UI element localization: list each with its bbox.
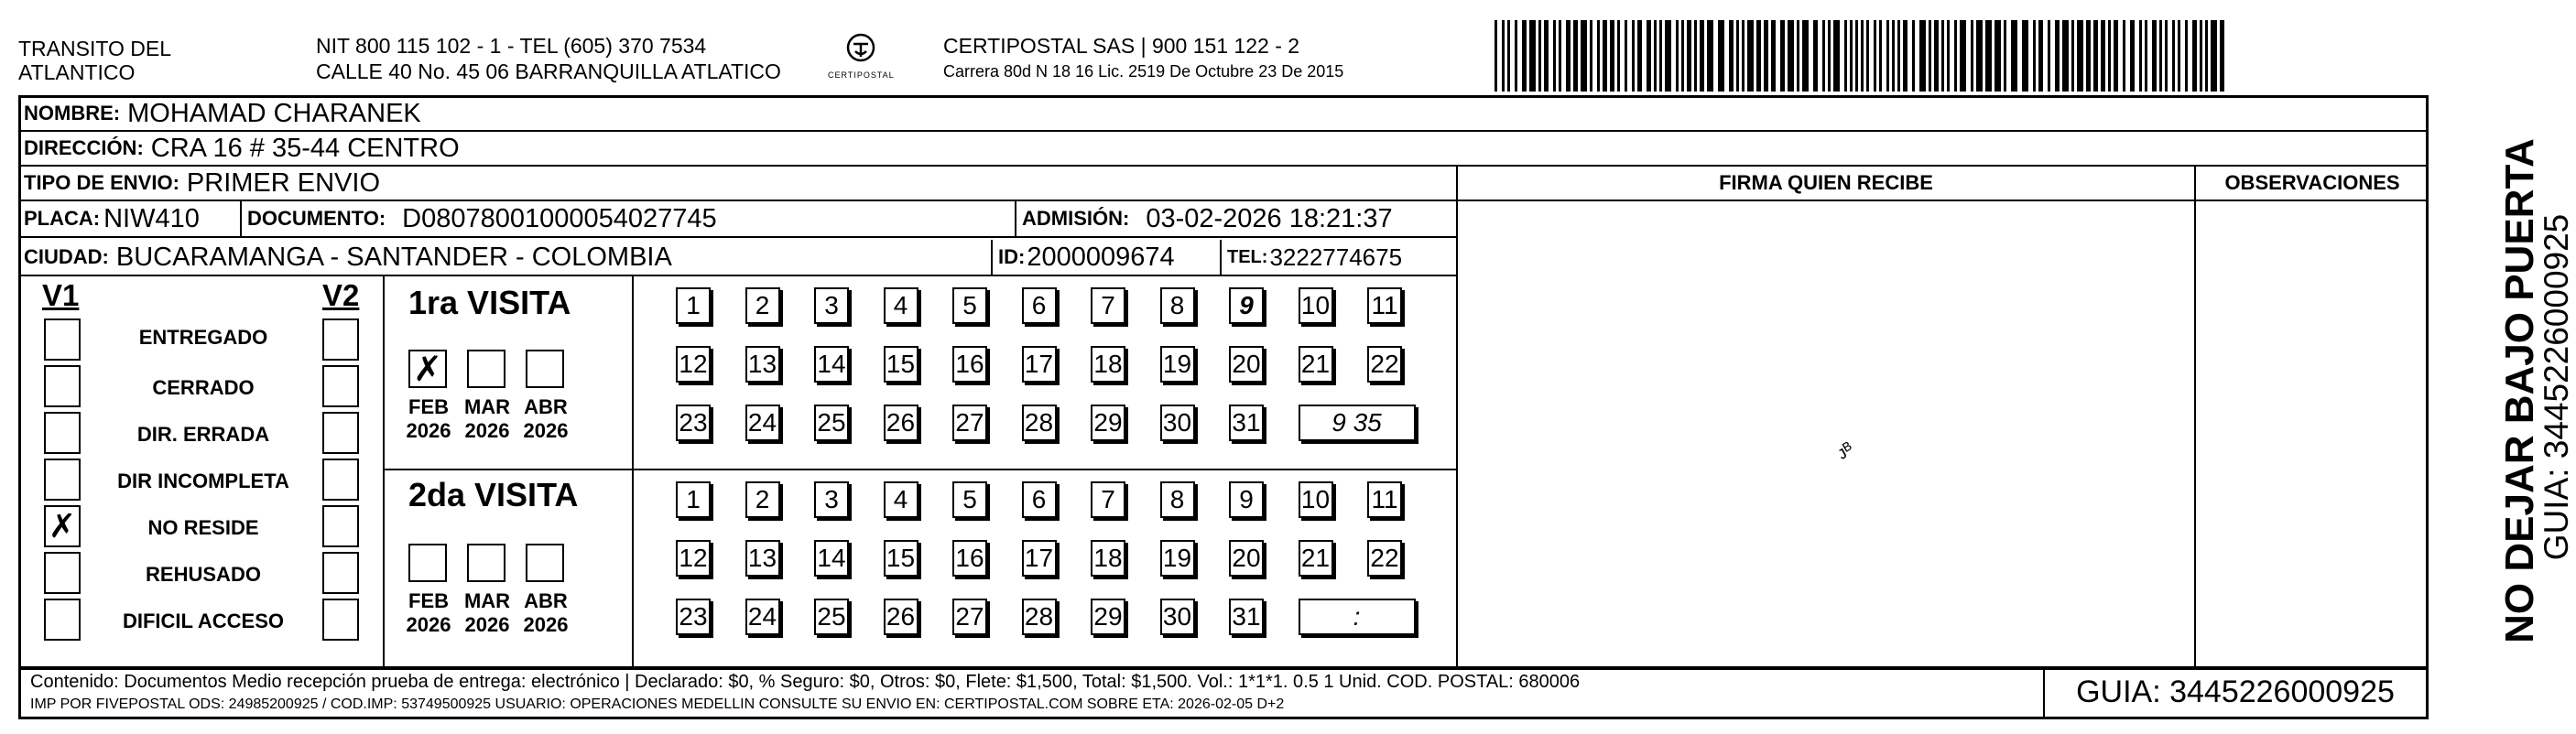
visit2-day-box[interactable]: 15 xyxy=(884,540,918,577)
month-name: ABR xyxy=(524,395,568,418)
visit1-month-label xyxy=(401,395,456,443)
status-label: DIR. ERRADA xyxy=(136,423,270,446)
visit2-month-label xyxy=(460,589,515,637)
id-label: ID: xyxy=(998,245,1026,268)
visit2-month-checkbox[interactable] xyxy=(526,544,564,582)
signature-header: FIRMA QUIEN RECIBE xyxy=(1458,167,2194,201)
status-label: CERRADO xyxy=(152,376,255,399)
id-cell xyxy=(993,240,1222,275)
visit1-day-box[interactable]: 15 xyxy=(884,346,918,383)
status-v2-checkbox[interactable] xyxy=(322,505,359,547)
id-value: 2000009674 xyxy=(1027,242,1175,272)
company-name-line1: TRANSITO DEL xyxy=(18,37,171,60)
visit1-day-box[interactable]: 9 xyxy=(1229,287,1264,324)
tel-value: 3222774675 xyxy=(1269,243,1403,271)
name-row xyxy=(18,97,2429,132)
visit2-day-box[interactable]: 3 xyxy=(814,481,849,518)
month-year: 2026 xyxy=(464,419,510,442)
visit2-day-box[interactable]: 14 xyxy=(814,540,849,577)
plate-row-divider xyxy=(18,236,1456,238)
visit1-day-box[interactable]: 18 xyxy=(1091,346,1125,383)
visit2-day-box[interactable]: 13 xyxy=(745,540,780,577)
visit1-day-box[interactable]: 12 xyxy=(676,346,711,383)
visit1-day-box[interactable]: 27 xyxy=(952,405,987,441)
footer-line2: IMP POR FIVEPOSTAL ODS: 24985200925 / COD.IMP: 53749500925 USUARIO: OPERACIONES MEDELLIN CONSULTE SU ENVIO EN: CERTIPOSTAL.COM SOBRE ETA: 2026-02-05 D+2 xyxy=(30,696,1285,712)
visit1-month-label xyxy=(518,395,573,443)
tel-cell xyxy=(1222,240,1456,275)
visit2-day-box[interactable]: 11 xyxy=(1367,481,1402,518)
visit1-day-box[interactable]: 8 xyxy=(1160,287,1195,324)
visit2-month-label xyxy=(401,589,456,637)
visit1-time-box[interactable]: 9 35 xyxy=(1299,405,1416,441)
visit1-day-box[interactable]: 24 xyxy=(745,405,780,441)
visit2-day-box[interactable]: 24 xyxy=(745,599,780,635)
signature-column xyxy=(1456,167,2196,668)
city-cell xyxy=(18,240,993,275)
visit2-day-box[interactable]: 20 xyxy=(1229,540,1264,577)
visit2-day-box[interactable]: 1 xyxy=(676,481,711,518)
barcode xyxy=(1495,20,2227,92)
month-year: 2026 xyxy=(464,613,510,636)
visit1-day-box[interactable]: 28 xyxy=(1022,405,1057,441)
visit2-title: 2da VISITA xyxy=(408,476,579,513)
visit1-day-box[interactable]: 5 xyxy=(952,287,987,324)
address-row xyxy=(18,132,2429,167)
nit-line1: NIT 800 115 102 - 1 - TEL (605) 370 7534 xyxy=(316,34,707,58)
footer-guia-cell xyxy=(2043,668,2426,717)
footer xyxy=(18,666,2429,719)
visit2-day-box[interactable]: 4 xyxy=(884,481,918,518)
send-type-row xyxy=(18,167,1456,201)
visit2-section xyxy=(385,470,1456,666)
visit2-day-box[interactable]: 19 xyxy=(1160,540,1195,577)
status-v1-checkbox[interactable]: ✗ xyxy=(44,505,81,547)
status-section xyxy=(18,276,385,666)
status-v1-checkbox[interactable] xyxy=(44,412,81,454)
plate-cell xyxy=(18,201,242,236)
visit2-day-box[interactable]: 23 xyxy=(676,599,711,635)
visit-divider xyxy=(632,276,634,470)
month-year: 2026 xyxy=(406,613,451,636)
observations-column xyxy=(2196,167,2429,668)
visit2-day-box[interactable]: 31 xyxy=(1229,599,1264,635)
visit1-day-box[interactable]: 19 xyxy=(1160,346,1195,383)
plate-row xyxy=(18,201,1456,236)
visit2-month-checkbox[interactable] xyxy=(467,544,505,582)
month-name: MAR xyxy=(463,395,511,418)
visit2-day-box[interactable]: 6 xyxy=(1022,481,1057,518)
courier-logo-text: CERTIPOSTAL xyxy=(828,70,895,80)
visit1-month-checkbox[interactable] xyxy=(467,350,505,388)
city-row xyxy=(18,240,1456,276)
status-label: DIR INCOMPLETA xyxy=(117,470,289,492)
courier-info xyxy=(943,33,1343,84)
name-label: NOMBRE: xyxy=(24,102,121,124)
status-v1-checkbox[interactable] xyxy=(44,365,81,407)
status-v1-checkbox[interactable] xyxy=(44,552,81,594)
status-v2-checkbox[interactable] xyxy=(322,318,359,361)
month-name: ABR xyxy=(524,589,568,612)
send-type-value: PRIMER ENVIO xyxy=(186,167,381,198)
visit1-day-box[interactable]: 25 xyxy=(814,405,849,441)
status-v2-checkbox[interactable] xyxy=(322,412,359,454)
signature-scribble: ᴊᴮ xyxy=(1833,438,1857,464)
visit1-day-box[interactable]: 11 xyxy=(1367,287,1402,324)
visit1-day-box[interactable]: 13 xyxy=(745,346,780,383)
document-cell xyxy=(242,201,1016,236)
city-label: CIUDAD: xyxy=(24,245,109,268)
address-value: CRA 16 # 35-44 CENTRO xyxy=(150,133,460,163)
company-name xyxy=(18,37,171,84)
visit1-day-box[interactable]: 31 xyxy=(1229,405,1264,441)
footer-guia: GUIA: 3445226000925 xyxy=(2076,675,2395,709)
visit1-day-box[interactable]: 4 xyxy=(884,287,918,324)
month-name: FEB xyxy=(408,589,449,612)
courier-line2: Carrera 80d N 18 16 Lic. 2519 De Octubre 23 De 2015 xyxy=(943,62,1344,81)
visit1-day-box[interactable]: 30 xyxy=(1160,405,1195,441)
admission-cell xyxy=(1016,201,1456,236)
visit2-day-box[interactable]: 18 xyxy=(1091,540,1125,577)
visit1-month-label xyxy=(460,395,515,443)
visit2-day-box[interactable]: 22 xyxy=(1367,540,1402,577)
visit1-title: 1ra VISITA xyxy=(408,284,571,321)
visit2-day-box[interactable]: 30 xyxy=(1160,599,1195,635)
plate-label: PLACA: xyxy=(24,207,101,230)
city-value: BUCARAMANGA - SANTANDER - COLOMBIA xyxy=(115,242,672,272)
status-v2-checkbox[interactable] xyxy=(322,459,359,501)
name-value: MOHAMAD CHARANEK xyxy=(127,98,421,128)
visit2-day-box[interactable]: 16 xyxy=(952,540,987,577)
document-value: D08078001000054027745 xyxy=(402,203,717,233)
visit2-day-box[interactable]: 2 xyxy=(745,481,780,518)
visit2-time-box[interactable]: : xyxy=(1299,599,1416,635)
visit1-day-box[interactable]: 29 xyxy=(1091,405,1125,441)
visit1-day-box[interactable]: 23 xyxy=(676,405,711,441)
visit1-day-box[interactable]: 16 xyxy=(952,346,987,383)
month-name: MAR xyxy=(463,589,511,612)
status-v1-checkbox[interactable] xyxy=(44,599,81,641)
address-label: DIRECCIÓN: xyxy=(24,136,144,159)
send-type-label: TIPO DE ENVIO: xyxy=(24,171,179,194)
courier-logo-icon xyxy=(828,31,894,68)
visit2-month-checkbox[interactable] xyxy=(408,544,447,582)
visit1-day-box[interactable]: 26 xyxy=(884,405,918,441)
visit2-day-box[interactable]: 5 xyxy=(952,481,987,518)
status-v2-checkbox[interactable] xyxy=(322,365,359,407)
company-name-line2: ATLANTICO xyxy=(18,60,136,84)
visit1-day-box[interactable]: 14 xyxy=(814,346,849,383)
nit-info xyxy=(316,33,781,84)
admission-label: ADMISIÓN: xyxy=(1022,207,1130,230)
footer-line1: Contenido: Documentos Medio recepción prueba de entrega: electrónico | Declarado: $0, % Seguro: $0, Otros: $0, Flete: $1,500, Total: $1,500. Vol.: 1*1*1. 0.5 1 Unid. COD. POSTAL: 680006 xyxy=(30,672,1581,692)
status-v2-checkbox[interactable] xyxy=(322,552,359,594)
visit1-day-box[interactable]: 3 xyxy=(814,287,849,324)
visit1-day-box[interactable]: 6 xyxy=(1022,287,1057,324)
side-guia: GUIA: 3445226000925 xyxy=(2538,213,2575,561)
month-year: 2026 xyxy=(406,419,451,442)
status-v1-checkbox[interactable] xyxy=(44,318,81,361)
status-label: ENTREGADO xyxy=(138,326,268,349)
courier-logo xyxy=(828,31,894,82)
visit2-day-box[interactable]: 26 xyxy=(884,599,918,635)
visit2-day-box[interactable]: 25 xyxy=(814,599,849,635)
visit1-day-box[interactable]: 7 xyxy=(1091,287,1125,324)
visit1-day-box[interactable]: 1 xyxy=(676,287,711,324)
visit2-month-label xyxy=(518,589,573,637)
visit2-day-box[interactable]: 28 xyxy=(1022,599,1057,635)
v2-label: V2 xyxy=(322,278,360,312)
nit-line2: CALLE 40 No. 45 06 BARRANQUILLA ATLATICO xyxy=(316,59,781,83)
courier-line1: CERTIPOSTAL SAS | 900 151 122 - 2 xyxy=(943,34,1300,58)
side-warning: NO DEJAR BAJO PUERTA xyxy=(2497,138,2542,643)
status-label: DIFICIL ACCESO xyxy=(122,610,284,632)
admission-value: 03-02-2026 18:21:37 xyxy=(1146,203,1393,233)
status-label: NO RESIDE xyxy=(147,516,259,539)
visit2-day-box[interactable]: 10 xyxy=(1299,481,1333,518)
visit2-day-box[interactable]: 9 xyxy=(1229,481,1264,518)
visit1-day-box[interactable]: 20 xyxy=(1229,346,1264,383)
month-name: FEB xyxy=(408,395,449,418)
status-label: REHUSADO xyxy=(146,563,261,586)
document-label: DOCUMENTO: xyxy=(247,207,386,230)
visit2-day-box[interactable]: 21 xyxy=(1299,540,1333,577)
visit-divider xyxy=(632,470,634,666)
visit1-section xyxy=(385,276,1456,470)
visit1-day-box[interactable]: 10 xyxy=(1299,287,1333,324)
month-year: 2026 xyxy=(523,419,569,442)
month-year: 2026 xyxy=(523,613,569,636)
status-v1-checkbox[interactable] xyxy=(44,459,81,501)
v1-label: V1 xyxy=(42,278,80,312)
visit1-month-checkbox[interactable]: ✗ xyxy=(408,350,447,388)
visit1-day-box[interactable]: 2 xyxy=(745,287,780,324)
status-v2-checkbox[interactable] xyxy=(322,599,359,641)
visit2-day-box[interactable]: 8 xyxy=(1160,481,1195,518)
visit1-month-checkbox[interactable] xyxy=(526,350,564,388)
visit1-day-box[interactable]: 21 xyxy=(1299,346,1333,383)
observations-header: OBSERVACIONES xyxy=(2196,167,2429,201)
visit2-day-box[interactable]: 12 xyxy=(676,540,711,577)
plate-value: NIW410 xyxy=(103,203,200,233)
visit2-day-box[interactable]: 27 xyxy=(952,599,987,635)
visit2-day-box[interactable]: 7 xyxy=(1091,481,1125,518)
tel-label: TEL: xyxy=(1227,246,1268,267)
visit1-day-box[interactable]: 22 xyxy=(1367,346,1402,383)
visit1-day-box[interactable]: 17 xyxy=(1022,346,1057,383)
visit2-day-box[interactable]: 29 xyxy=(1091,599,1125,635)
visit2-day-box[interactable]: 17 xyxy=(1022,540,1057,577)
